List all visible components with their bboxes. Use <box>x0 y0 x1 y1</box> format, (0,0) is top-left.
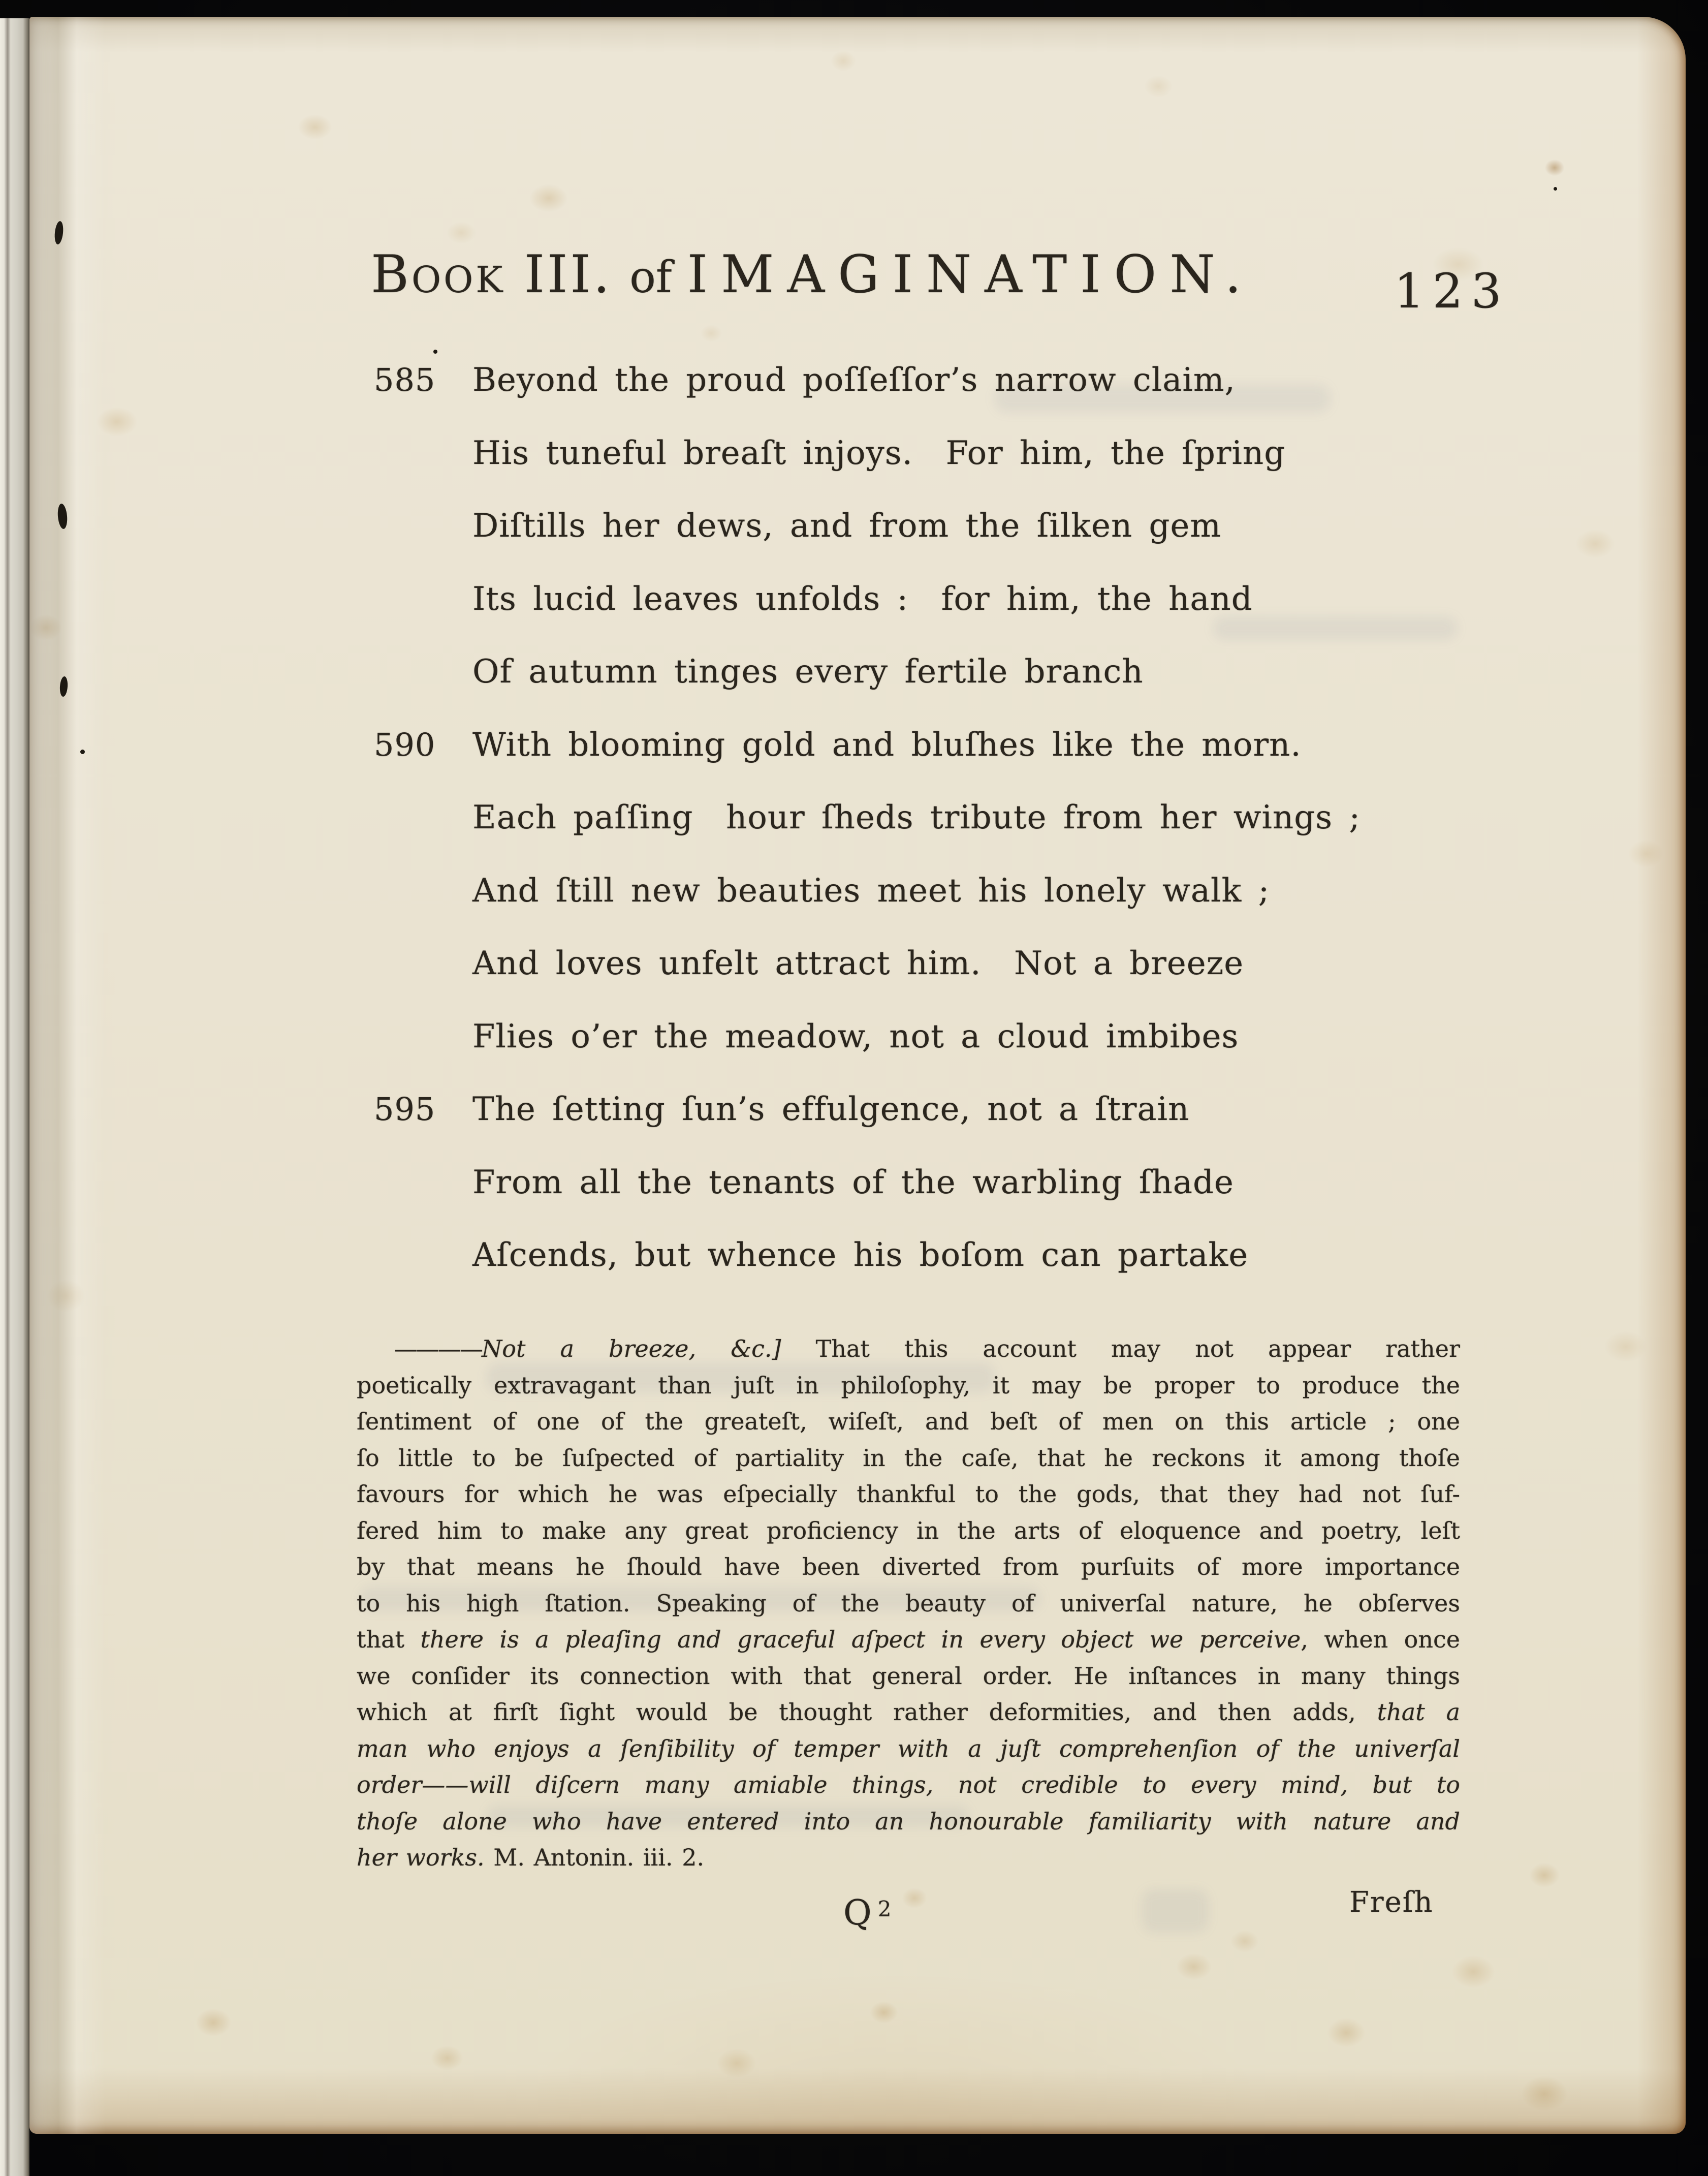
gutter-crease-shadow <box>29 17 106 2134</box>
verse-text: Aſcends, but whence his boſom can partake <box>472 1236 1249 1274</box>
book-number-label: Book III. <box>371 244 613 305</box>
footnote-line: that there is a pleaſing and graceful aſpect in every object we perceive, when once <box>357 1626 1460 1653</box>
ink-speck <box>1554 187 1557 191</box>
footnote-line: ſo little to be ſuſpected of partiality in the caſe, that he reckons it among thoſe <box>357 1444 1460 1472</box>
footnote-lead-dash: ———— <box>394 1335 482 1362</box>
footnote-line: by that means he ſhould have been diverted from purſuits of more importance <box>357 1553 1460 1580</box>
verse-text: Its lucid leaves unfolds : for him, the hand <box>472 580 1253 618</box>
ink-speck <box>80 750 85 754</box>
header-title: IMAGINATION. <box>687 244 1255 305</box>
footnote-line: to his high ſtation. Speaking of the beauty of univerſal nature, he obſerves <box>357 1589 1460 1617</box>
verse-text: From all the tenants of the warbling ſhade <box>472 1164 1234 1201</box>
verse-text: Of autumn tinges every fertile branch <box>472 653 1144 691</box>
verse-number: 590 <box>374 726 436 763</box>
footnote-line: which at firſt ſight would be thought rather deformities, and then adds, that a <box>357 1698 1460 1726</box>
ink-speck <box>433 350 437 354</box>
verso-showthrough <box>1213 616 1457 640</box>
catchword: Freſh <box>1349 1886 1434 1919</box>
footnote-line: we conſider its connection with that general order. He inſtances in many things <box>357 1662 1460 1690</box>
verse-text: And loves unfelt attract him. Not a breeze <box>472 945 1244 982</box>
verse-text: Diſtills her dews, and from the ſilken gem <box>472 507 1222 545</box>
header-of-label: of <box>629 252 672 303</box>
book-page <box>29 17 1686 2134</box>
verse-number: 595 <box>374 1091 436 1128</box>
footnote-line: order——will diſcern many amiable things, not credible to every mind, but to <box>357 1771 1460 1798</box>
verse-text: Beyond the proud poſſeſſor’s narrow claim, <box>472 361 1236 399</box>
book-gutter-edge <box>0 18 29 2176</box>
verse-text: Flies o’er the meadow, not a cloud imbibes <box>472 1018 1239 1055</box>
verse-text: And ſtill new beauties meet his lonely walk ; <box>472 872 1270 910</box>
signature-mark <box>843 1893 891 1933</box>
verse-text: With blooming gold and bluſhes like the morn. <box>472 726 1302 764</box>
page-number: 123 <box>1394 264 1510 319</box>
footnote-block <box>357 1331 1460 1876</box>
signature-letter: Q <box>843 1893 872 1933</box>
footnote-line: thoſe alone who have entered into an honourable familiarity with nature and <box>357 1807 1460 1835</box>
verse-text: Each paſſing hour ſheds tribute from her wings ; <box>472 799 1361 836</box>
footnote-line: favours for which he was eſpecially thankful to the gods, that they had not ſuf- <box>357 1480 1460 1508</box>
footnote-line: ſentiment of one of the greateſt, wiſeſt, and beſt of men on this article ; one <box>357 1408 1460 1435</box>
footnote-line: man who enjoys a ſenſibility of temper with a juſt comprehenſion of the univerſal <box>357 1734 1460 1762</box>
verse-number: 585 <box>374 361 436 398</box>
footnote-line: ————Not a breeze, &c.] That this account may not appear rather <box>394 1335 1460 1362</box>
footnote-line: her works. M. Antonin. iii. 2. <box>357 1844 705 1871</box>
verse-text: The ſetting ſun’s effulgence, not a ſtrain <box>472 1091 1190 1128</box>
footnote-line: poetically extravagant than juſt in philoſophy, it may be proper to produce the <box>357 1371 1460 1399</box>
verso-showthrough <box>1142 1889 1208 1932</box>
verse-text: His tuneful breaſt injoys. For him, the ſpring <box>472 434 1286 472</box>
signature-number: 2 <box>877 1897 892 1921</box>
footnote-line: fered him to make any great proficiency in the arts of eloquence and poetry, leſt <box>357 1516 1460 1544</box>
running-header <box>371 244 1254 305</box>
